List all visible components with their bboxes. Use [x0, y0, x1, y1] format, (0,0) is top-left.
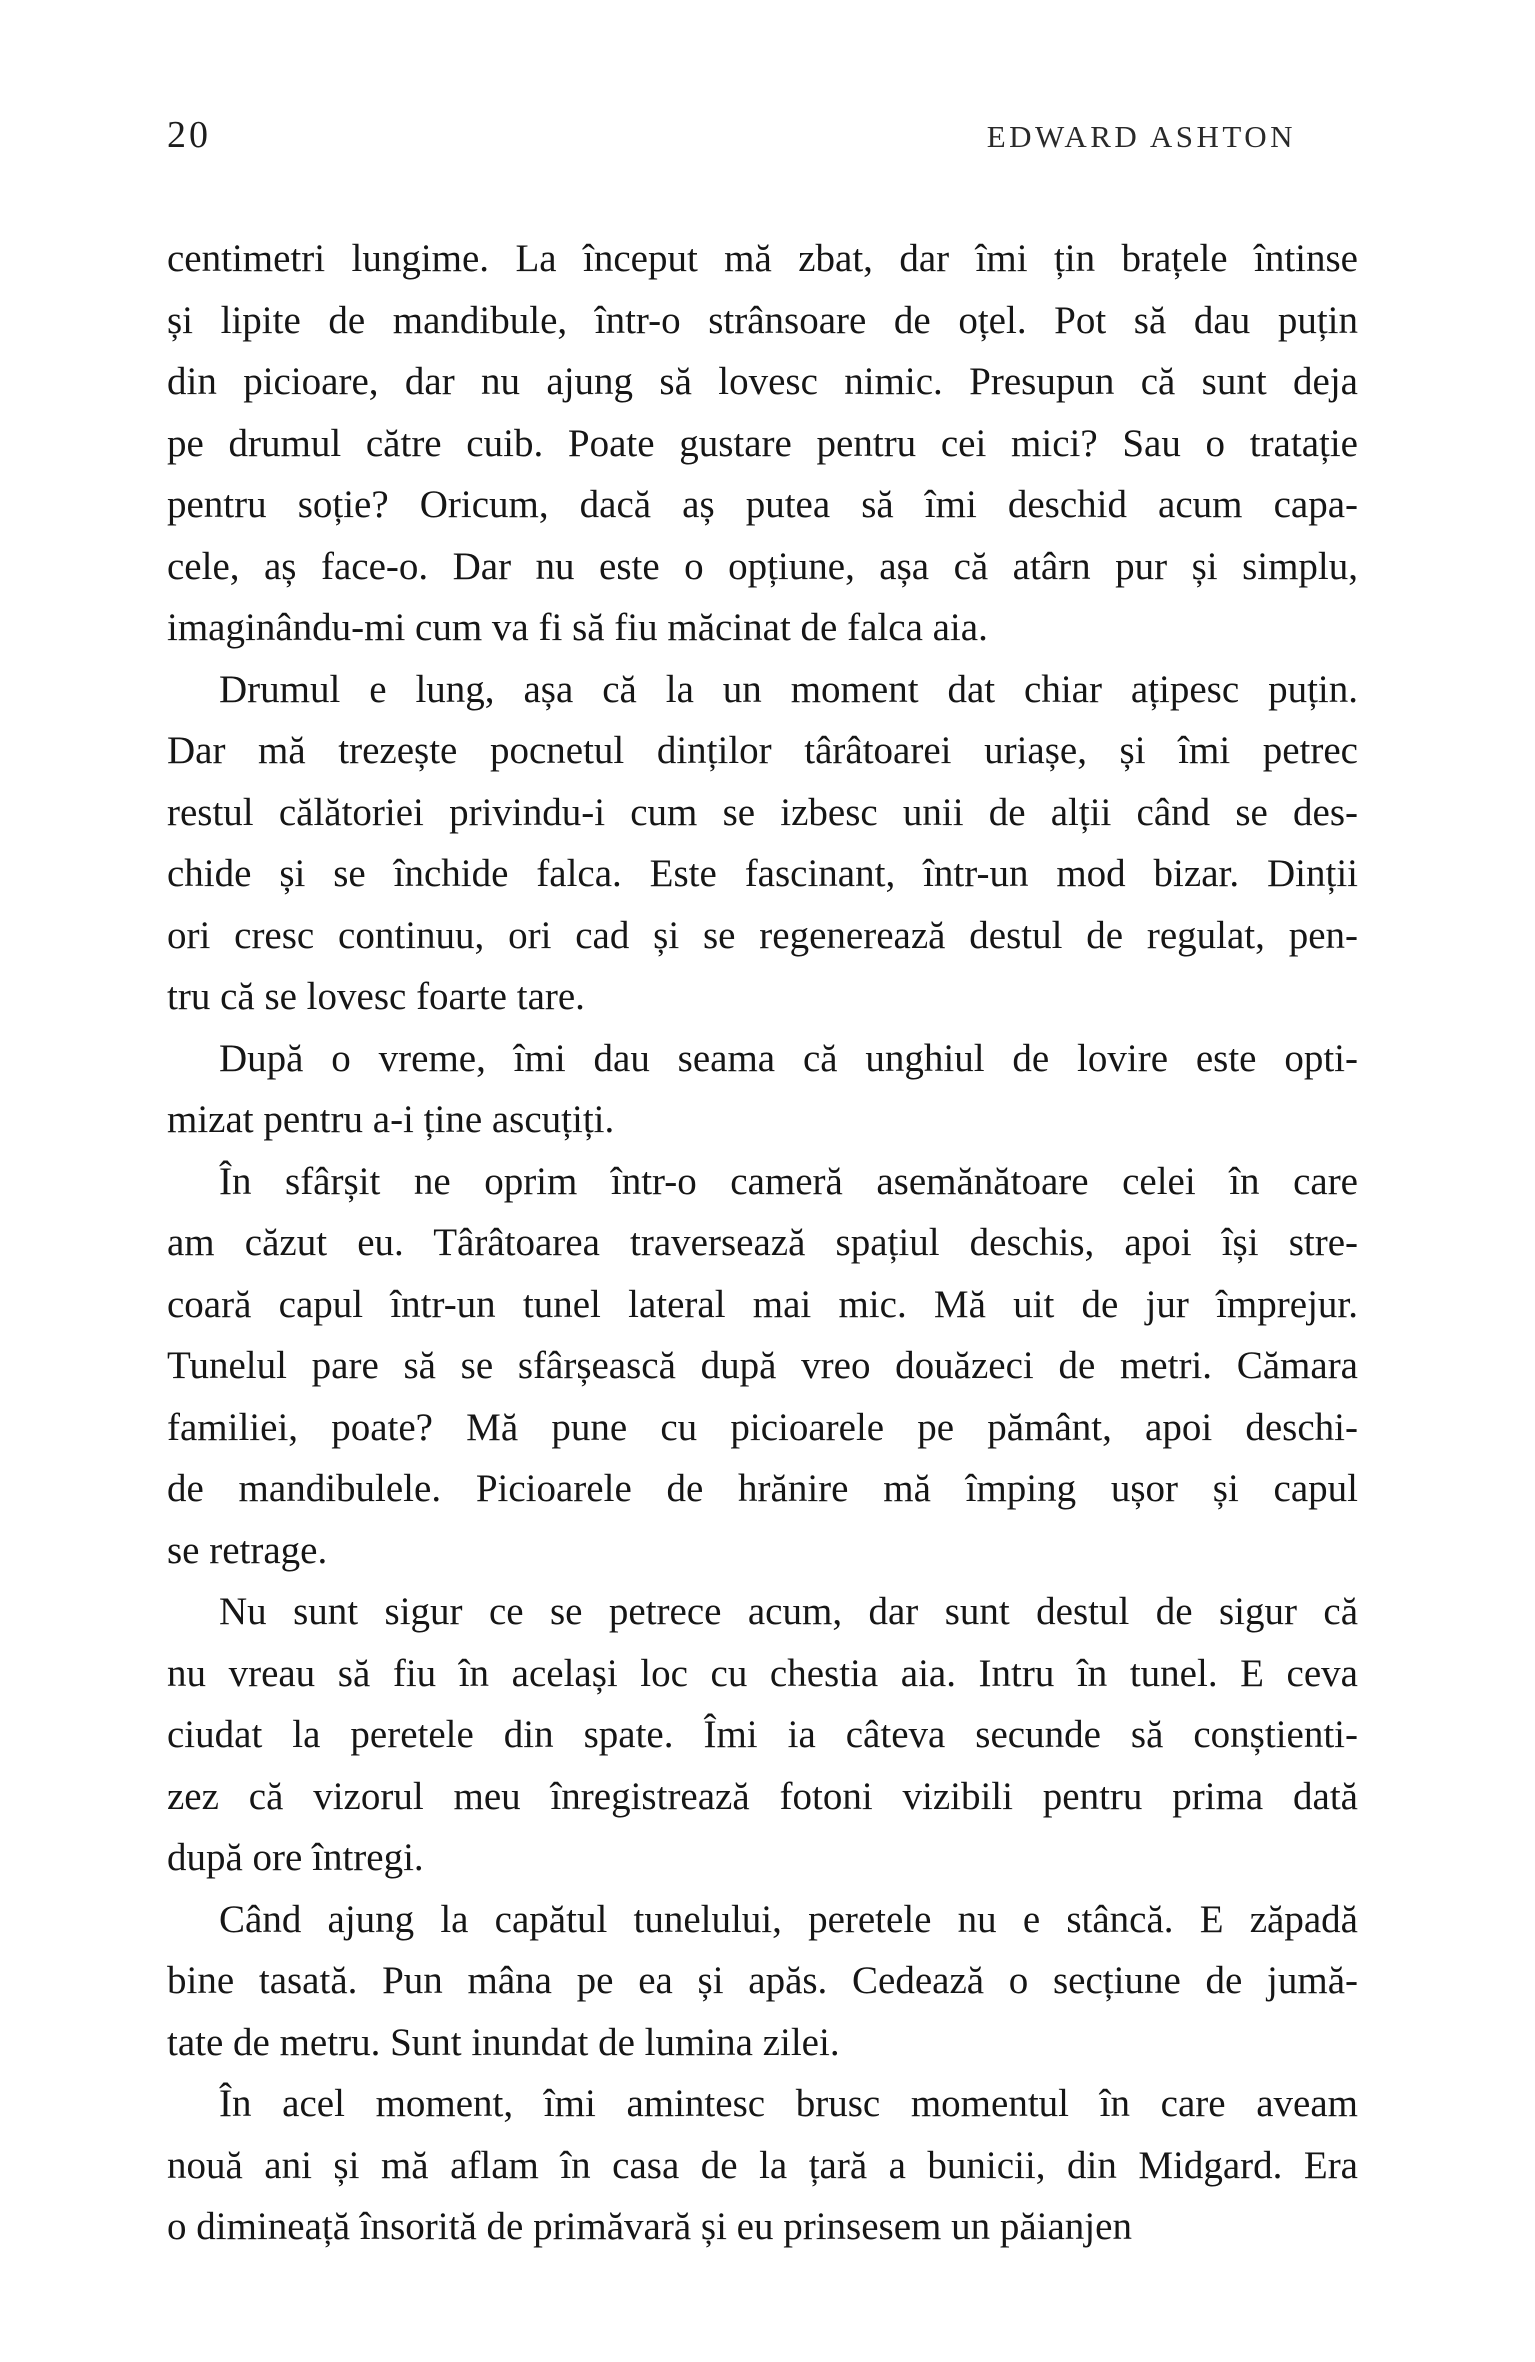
paragraph: [167, 1151, 1358, 1582]
text-line: pe drumul către cuib. Poate gustare pentru cei mici? Sau o tratație: [167, 421, 1358, 465]
text-line: nu vreau să fiu în același loc cu chestia aia. Intru în tunel. E ceva: [167, 1651, 1358, 1695]
text-line: Nu sunt sigur ce se petrece acum, dar sunt destul de sigur că: [219, 1590, 1358, 1633]
paragraph: [167, 2073, 1358, 2258]
text-line: chide și se închide falca. Este fascinant, într-un mod bizar. Dinții: [167, 852, 1358, 895]
text-line: restul călătoriei privindu-i cum se izbesc unii de alții când se des-: [167, 790, 1358, 834]
text-line: după ore întregi.: [167, 1836, 424, 1879]
text-line: bine tasată. Pun mâna pe ea și apăs. Cedează o secțiune de jumă-: [167, 1959, 1358, 2002]
text-line: imaginându-mi cum va fi să fiu măcinat de falca aia.: [167, 606, 988, 649]
text-line: nouă ani și mă aflam în casa de la țară a bunicii, din Midgard. Era: [167, 2143, 1358, 2187]
paragraph: [167, 1028, 1358, 1151]
text-line: Tunelul pare să se sfârșească după vreo douăzeci de metri. Cămara: [167, 1344, 1358, 1387]
paragraph: [167, 1889, 1358, 2074]
text-line: din picioare, dar nu ajung să lovesc nimic. Presupun că sunt deja: [167, 360, 1358, 403]
running-header-author: EDWARD ASHTON: [986, 119, 1296, 154]
text-line: de mandibulele. Picioarele de hrănire mă împing ușor și capul: [167, 1467, 1358, 1510]
text-line: centimetri lungime. La început mă zbat, dar îmi țin brațele întinse: [167, 237, 1358, 280]
paragraph: [167, 228, 1358, 659]
text-line: Dar mă trezește pocnetul dinților târâtoarei uriașe, și îmi petrec: [167, 729, 1358, 772]
text-line: mizat pentru a-i ține ascuțiți.: [167, 1098, 615, 1141]
text-line: se retrage.: [167, 1528, 328, 1572]
text-line: pentru soție? Oricum, dacă aș putea să îmi deschid acum capa-: [167, 483, 1358, 526]
paragraph: [167, 659, 1358, 1028]
text-line: zez că vizorul meu înregistrează fotoni vizibili pentru prima dată: [167, 1774, 1358, 1818]
text-line: După o vreme, îmi dau seama că unghiul de lovire este opti-: [219, 1036, 1358, 1080]
text-line: tate de metru. Sunt inundat de lumina zilei.: [167, 2020, 840, 2064]
text-line: am căzut eu. Târâtoarea traversează spațiul deschis, apoi își stre-: [167, 1221, 1358, 1264]
text-line: familiei, poate? Mă pune cu picioarele pe pământ, apoi deschi-: [167, 1405, 1358, 1449]
text-line: În acel moment, îmi amintesc brusc momentul în care aveam: [219, 2082, 1358, 2125]
text-line: coară capul într-un tunel lateral mai mic. Mă uit de jur împrejur.: [167, 1282, 1358, 1326]
text-line: o dimineață însorită de primăvară și eu prinsesem un păianjen: [167, 2205, 1132, 2248]
text-line: Când ajung la capătul tunelului, peretele nu e stâncă. E zăpadă: [219, 1897, 1358, 1941]
text-line: și lipite de mandibule, într-o strânsoare de oțel. Pot să dau puțin: [167, 298, 1358, 342]
running-head: [167, 116, 1358, 154]
text-line: tru că se lovesc foarte tare.: [167, 975, 585, 1018]
paragraph: [167, 1581, 1358, 1889]
page-number: 20: [167, 114, 211, 156]
text-line: ori cresc continuu, ori cad și se regenerează destul de regulat, pen-: [167, 913, 1358, 957]
text-line: Drumul e lung, așa că la un moment dat chiar ațipesc puțin.: [219, 667, 1358, 711]
text-line: ciudat la peretele din spate. Îmi ia câteva secunde să conștienti-: [167, 1713, 1358, 1756]
text-line: În sfârșit ne oprim într-o cameră asemănătoare celei în care: [219, 1159, 1358, 1203]
body-text: [167, 228, 1358, 2258]
text-line: cele, aș face-o. Dar nu este o opțiune, așa că atârn pur și simplu,: [167, 544, 1358, 588]
